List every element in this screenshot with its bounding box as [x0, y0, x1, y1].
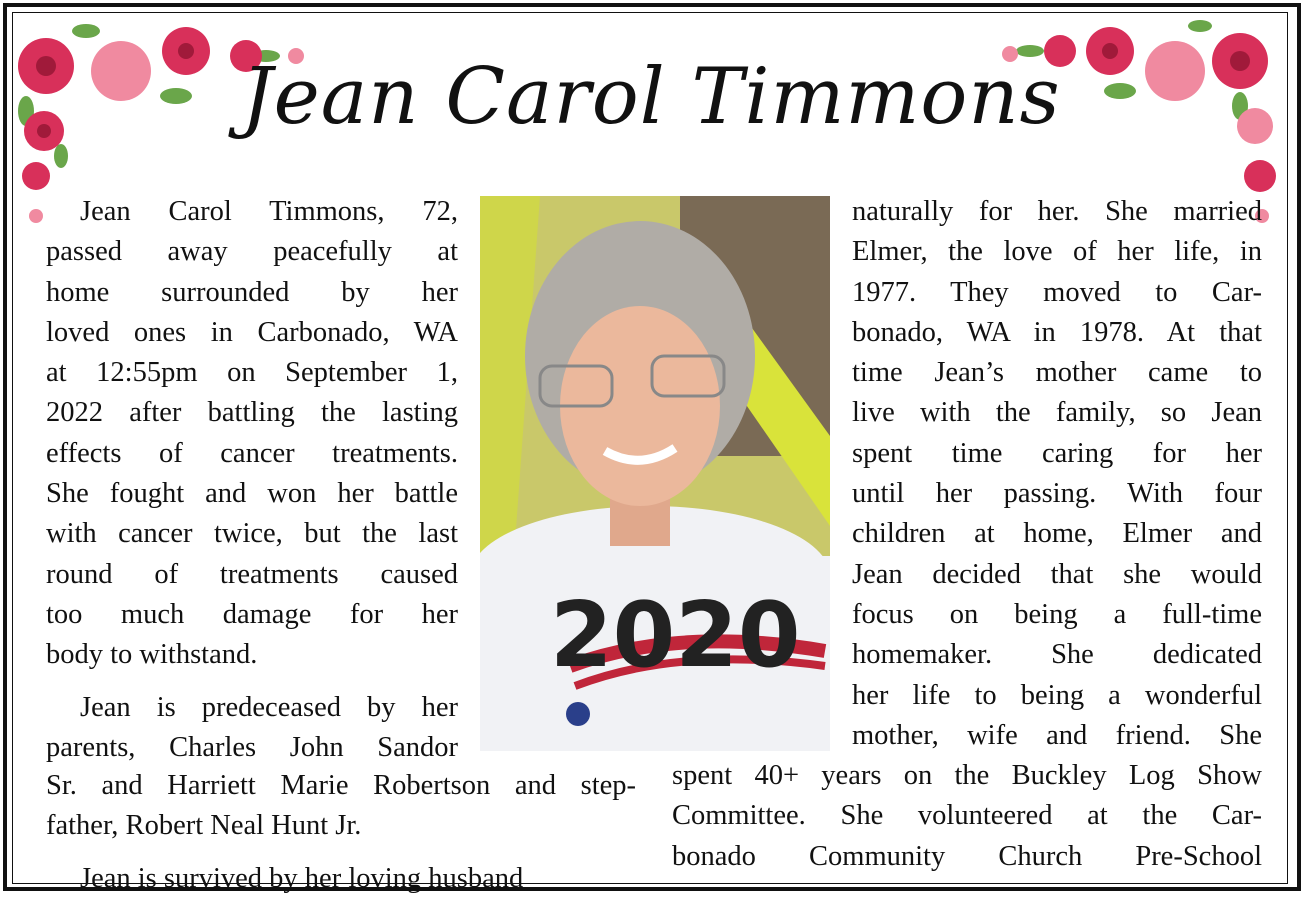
text-line: father, Robert Neal Hunt Jr.	[46, 810, 362, 842]
right-paragraph	[852, 192, 1262, 756]
text-line: at 12:55pm on September 1,	[46, 357, 458, 389]
paragraph-2	[46, 688, 458, 769]
text-line: Sr. and Harriett Marie Robertson and step-	[46, 770, 636, 801]
text-line: her life to being a wonderful	[852, 679, 1262, 711]
text-line: parents, Charles John Sandor	[46, 731, 458, 763]
text-line: spent time caring for her	[852, 437, 1262, 469]
right-below-photo	[672, 756, 1262, 877]
text-line: round of treatments caused	[46, 558, 458, 590]
text-line: effects of cancer treatments.	[46, 437, 458, 469]
text-line: Jean is predeceased by her	[80, 691, 458, 723]
text-line: children at home, Elmer and	[852, 518, 1262, 550]
text-line: focus on being a full-time	[852, 598, 1262, 630]
text-line: bonado, WA in 1978. At that	[852, 316, 1262, 348]
obituary-title: Jean Carol Timmons	[241, 52, 1061, 142]
shirt-text: 2020	[550, 583, 801, 688]
text-line: 1977. They moved to Car-	[852, 276, 1262, 308]
text-line: Jean decided that she would	[852, 558, 1262, 590]
paragraph-3-partial: Jean is survived by her loving husband	[80, 862, 524, 894]
text-line: home surrounded by her	[46, 276, 458, 308]
right-column	[852, 192, 1262, 756]
left-below-photo	[46, 766, 636, 899]
text-line: Committee. She volunteered at the Car-	[672, 800, 1262, 832]
text-line: bonado Community Church Pre-School	[672, 840, 1262, 872]
text-line: time Jean’s mother came to	[852, 357, 1262, 389]
paragraph-2-continued	[46, 766, 636, 847]
text-line: too much damage for her	[46, 598, 458, 630]
text-line: mother, wife and friend. She	[852, 719, 1262, 751]
text-line: until her passing. With four	[852, 478, 1262, 510]
text-line: She fought and won her battle	[46, 478, 458, 510]
text-line: 2022 after battling the lasting	[46, 397, 458, 429]
text-line: with cancer twice, but the last	[46, 518, 458, 550]
text-line: body to withstand.	[46, 639, 258, 671]
right-paragraph-continued	[672, 756, 1262, 877]
text-line: loved ones in Carbonado, WA	[46, 316, 458, 348]
text-line: naturally for her. She married	[852, 196, 1262, 227]
portrait-photo	[480, 196, 830, 751]
text-line: Elmer, the love of her life, in	[852, 236, 1262, 268]
text-line: spent 40+ years on the Buckley Log Show	[672, 760, 1262, 791]
text-line: live with the family, so Jean	[852, 397, 1262, 429]
text-line: passed away peacefully at	[46, 236, 458, 268]
paragraph-1	[46, 192, 458, 676]
left-column	[46, 192, 458, 768]
text-line: Jean Carol Timmons, 72,	[80, 196, 458, 227]
text-line: homemaker. She dedicated	[852, 639, 1262, 671]
